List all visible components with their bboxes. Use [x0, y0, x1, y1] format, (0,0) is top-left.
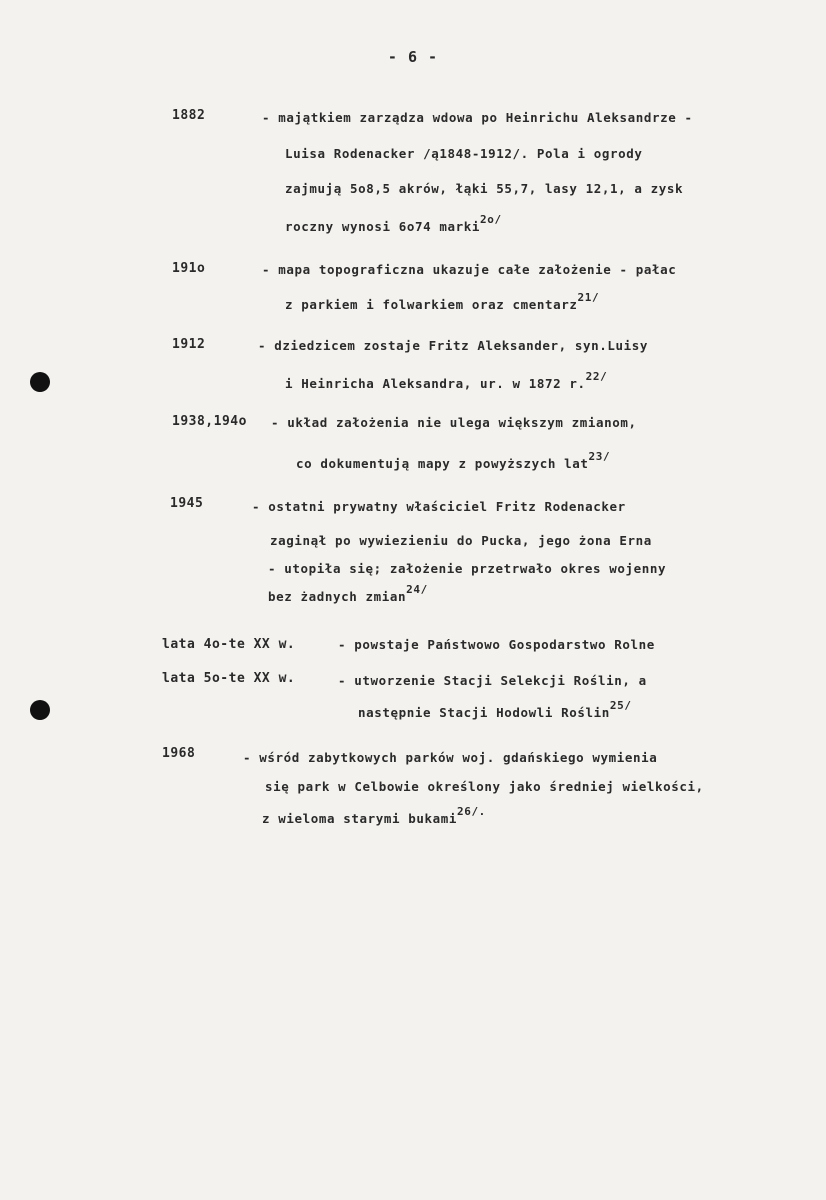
punch-hole-icon — [30, 372, 50, 392]
entry-line: - utworzenie Stacji Selekcji Roślin, a — [338, 673, 647, 688]
page-number: - 6 - — [387, 48, 439, 66]
entry-line — [296, 450, 610, 471]
punch-hole-icon — [30, 700, 50, 720]
entry-line — [285, 213, 502, 234]
footnote-ref: 23/ — [588, 450, 611, 463]
footnote-ref: 26/. — [457, 805, 486, 818]
entry-date: 1968 — [162, 746, 196, 761]
entry-date: lata 4o-te XX w. — [162, 637, 296, 652]
entry-line — [358, 699, 632, 720]
entry-line — [262, 805, 486, 826]
entry-date: lata 5o-te XX w. — [162, 671, 296, 686]
entry-line: - ostatni prywatny właściciel Fritz Rodenacker — [252, 499, 626, 514]
entry-line — [285, 291, 599, 312]
footnote-ref: 25/ — [609, 699, 632, 712]
entry-date: 1938,194o — [172, 414, 247, 429]
entry-text: następnie Stacji Hodowli Roślin — [358, 705, 610, 720]
entry-text: co dokumentują mapy z powyższych lat — [296, 456, 589, 471]
entry-line: - utopiła się; założenie przetrwało okres wojenny — [268, 561, 667, 576]
entry-text: roczny wynosi 6o74 marki — [285, 219, 481, 234]
entry-date: 1882 — [172, 108, 206, 123]
entry-date: 1912 — [172, 337, 206, 352]
entry-text: i Heinricha Aleksandra, ur. w 1872 r. — [285, 376, 586, 391]
entry-line: - majątkiem zarządza wdowa po Heinrichu Aleksandrze - — [262, 110, 693, 125]
footnote-ref: 24/ — [406, 583, 428, 596]
footnote-ref: 2o/ — [480, 213, 502, 226]
entry-date: 191o — [172, 261, 206, 276]
entry-line: - powstaje Państwowo Gospodarstwo Rolne — [338, 637, 655, 652]
entry-date: 1945 — [170, 496, 204, 511]
entry-text: bez żadnych zmian — [268, 589, 407, 604]
entry-line: - dziedzicem zostaje Fritz Aleksander, syn.Luisy — [258, 338, 649, 353]
entry-line — [268, 583, 428, 604]
entry-line: się park w Celbowie określony jako średniej wielkości, — [265, 779, 704, 794]
footnote-ref: 22/ — [585, 370, 608, 383]
footnote-ref: 21/ — [577, 291, 600, 304]
entry-line: - wśród zabytkowych parków woj. gdańskiego wymienia — [243, 750, 658, 765]
entry-line: - mapa topograficzna ukazuje całe założenie - pałac — [262, 262, 677, 277]
entry-text: z parkiem i folwarkiem oraz cmentarz — [285, 297, 578, 312]
entry-line — [285, 370, 607, 391]
entry-text: z wieloma starymi bukami — [262, 811, 458, 826]
entry-line: zajmują 5o8,5 akrów, łąki 55,7, lasy 12,1, a zysk — [285, 181, 684, 196]
entry-line: zaginął po wywiezieniu do Pucka, jego żona Erna — [270, 533, 652, 548]
entry-line: Luisa Rodenacker /ą1848-1912/. Pola i ogrody — [285, 146, 643, 161]
entry-line: - układ założenia nie ulega większym zmianom, — [271, 415, 637, 430]
